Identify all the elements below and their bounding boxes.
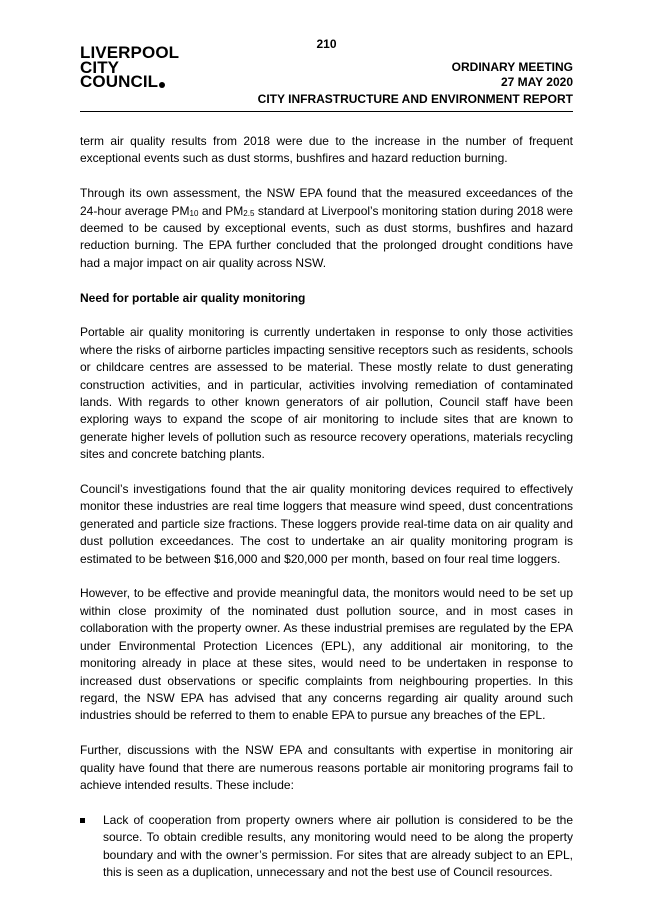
report-title: CITY INFRASTRUCTURE AND ENVIRONMENT REPORT [257, 92, 573, 106]
council-logo [80, 43, 180, 91]
paragraph-4: Council’s investigations found that the air quality monitoring devices required to effectively monitor these industries are real time loggers that measure wind speed, dust concentrations generated and particle size fractions. These loggers provide real-time data on air quality and dust pollution exceedances. The cost to undertake an air quality monitoring program is estimated to be between $16,000 and $20,000 per month, based on four real time loggers. [80, 482, 573, 566]
header-divider [80, 111, 573, 112]
bullet-text: Lack of cooperation from property owners where air pollution is considered to be the source. To obtain credible results, any monitoring would need to be along the property boundary and with the owner’s permission. For sites that are already subject to an EPL, this is seen as a duplication, unnecessary and not the best use of Council resources. [103, 812, 573, 879]
logo-line-3: COUNCIL [80, 72, 159, 91]
logo-line-1: LIVERPOOL [80, 43, 180, 62]
meeting-title: ORDINARY MEETING [451, 60, 573, 74]
paragraph-6: Further, discussions with the NSW EPA and consultants with expertise in monitoring air quality have found that there are numerous reasons portable air monitoring programs fail to achieve intended results. These include: [80, 743, 573, 792]
paragraph-2-part-b: and PM [198, 203, 244, 218]
pm10-subscript: 10 [189, 208, 199, 218]
bullet-list [80, 812, 573, 882]
paragraph-1: term air quality results from 2018 were due to the increase in the number of frequent exceptional events such as dust storms, bushfires and hazard reduction burning. [80, 134, 573, 166]
paragraph-2-part-c: standard at Liverpool’s monitoring station during 2018 were deemed to be caused by exceptional events, such as dust storms, bushfires and hazard reduction burning. The EPA further concluded that the prolonged drought conditions have had a major impact on air quality across NSW. [80, 203, 573, 270]
logo-line-3-wrap [80, 72, 179, 91]
square-bullet-icon [80, 818, 85, 823]
logo-dot-icon [159, 82, 165, 88]
meeting-header [452, 60, 573, 90]
section-heading: Need for portable air quality monitoring [80, 290, 306, 305]
paragraph-3: Portable air quality monitoring is currently undertaken in response to only those activities where the risks of airborne particles impacting sensitive receptors such as residents, schools or childcare centres are assessed to be material. These mostly relate to dust generating construction activities, and in particular, activities involving remediation of contaminated lands. With regards to other known generators of air pollution, Council staff have been exploring ways to expand the scope of air monitoring to include sites that are known to generate higher levels of pollution such as resource recovery operations, materials recycling sites and concrete batching plants. [80, 325, 573, 462]
pm25-subscript: 2.5 [243, 208, 255, 218]
meeting-date: 27 MAY 2020 [500, 75, 573, 89]
document-body [80, 133, 573, 881]
paragraph-2-part-a: Through its own assessment, the NSW EPA found that the measured exceedances of the 24-hour average PM [80, 186, 573, 218]
list-item [80, 812, 573, 882]
page-number: 210 [316, 37, 337, 51]
paragraph-5: However, to be effective and provide meaningful data, the monitors would need to be set up within close proximity of the nominated dust pollution source, and in most cases in collaboration with the property owner. As these industrial premises are regulated by the EPA under Environmental Protection Licences (EPL), any additional air monitoring, to the monitoring already in place at these sites, would need to be undertaken in response to increased dust observations or specific complaints from neighbouring properties. In this regard, the NSW EPA has advised that any concerns regarding air quality around such industries should be referred to them to enable EPA to pursue any breaches of the EPL. [80, 586, 573, 723]
logo-line-2: CITY [80, 57, 120, 77]
paragraph-2 [80, 185, 573, 272]
